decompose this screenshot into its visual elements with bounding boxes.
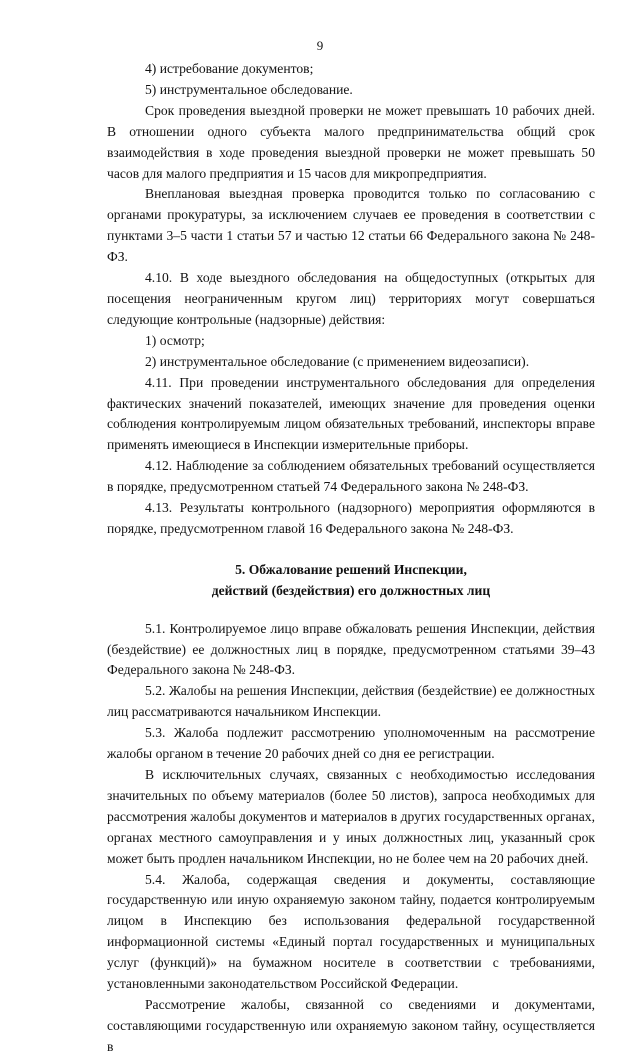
paragraph-item-inspection: 1) осмотр; bbox=[145, 332, 205, 348]
paragraph-4-12: 4.12. Наблюдение за соблюдением обязательных требований осуществляется в порядке, предусмотренном статьей 74 Федерального закона № 248-ФЗ. bbox=[107, 458, 595, 495]
section-heading-line-2: действий (бездействия) его должностных лиц bbox=[211, 582, 491, 598]
paragraph-5-4: 5.4. Жалоба, содержащая сведения и документы, составляющие государственную или иную охраняемую законом тайну, подается контролируемым лицом в Инспекцию без использования федеральной государственной информационной системы «Единый портал государственных и муниципальных услуг (функций)» на бумажном носителе в соответствии с требованиями, установленными законодательством Российской Федерации. bbox=[107, 871, 595, 992]
paragraph-secret-review: Рассмотрение жалобы, связанной со сведениями и документами, составляющими государственную или охраняемую законом тайну, осуществляется в bbox=[107, 996, 595, 1054]
paragraph-inspection-duration: Срок проведения выездной проверки не может превышать 10 рабочих дней. В отношении одного субъекта малого предпринимательства общий срок взаимодействия в ходе проведения выездной проверки не может превышать 50 часов для малого предприятия и 15 часов для микропредприятия. bbox=[107, 102, 595, 181]
document-body bbox=[107, 59, 595, 1058]
paragraph-4-10: 4.10. В ходе выездного обследования на общедоступных (открытых для посещения неограниченным кругом лиц) территориях могут совершаться следующие контрольные (надзорные) действия: bbox=[107, 270, 595, 327]
paragraph-5-3: 5.3. Жалоба подлежит рассмотрению уполномоченным на рассмотрение жалобы органом в течение 20 рабочих дней со дня ее регистрации. bbox=[107, 725, 595, 762]
paragraph-exceptional-cases: В исключительных случаях, связанных с необходимостью исследования значительных по объему материалов (более 50 листов), запроса необходимых для рассмотрения жалобы документов и материалов в других государственных органах, органах местного самоуправления и у иных должностных лиц, указанный срок может быть продлен начальником Инспекции, но не более чем на 20 рабочих дней. bbox=[107, 767, 595, 866]
section-heading-line-1: 5. Обжалование решений Инспекции, bbox=[235, 561, 467, 577]
paragraph-4-11: 4.11. При проведении инструментального обследования для определения фактических значений показателей, имеющих значение для проведения оценки соблюдения контролируемым лицом обязательных требований, инспекторы вправе применять имеющиеся в Инспекции измерительные приборы. bbox=[107, 374, 595, 453]
paragraph-item-instrumental: 2) инструментальное обследование (с применением видеозаписи). bbox=[145, 353, 530, 369]
paragraph-item-5: 5) инструментальное обследование. bbox=[145, 81, 353, 97]
paragraph-5-1: 5.1. Контролируемое лицо вправе обжаловать решения Инспекции, действия (бездействие) ее должностных лиц в порядке, предусмотренном статьями 39–43 Федерального закона № 248-ФЗ. bbox=[107, 620, 595, 678]
paragraph-unscheduled-inspection: Внеплановая выездная проверка проводится только по согласованию с органами прокуратуры, за исключением случаев ее проведения в соответствии с пунктами 3–5 части 1 статьи 57 и частью 12 статьи 66 Федерального закона № 248-ФЗ. bbox=[107, 186, 595, 265]
paragraph-4-13: 4.13. Результаты контрольного (надзорного) мероприятия оформляются в порядке, предусмотренном главой 16 Федерального закона № 248-ФЗ. bbox=[107, 500, 595, 536]
paragraph-item-4: 4) истребование документов; bbox=[145, 61, 314, 76]
paragraph-5-2: 5.2. Жалобы на решения Инспекции, действия (бездействие) ее должностных лиц рассматриваются начальником Инспекции. bbox=[107, 683, 595, 720]
section-heading bbox=[107, 560, 595, 602]
page-number: 9 bbox=[316, 38, 324, 53]
